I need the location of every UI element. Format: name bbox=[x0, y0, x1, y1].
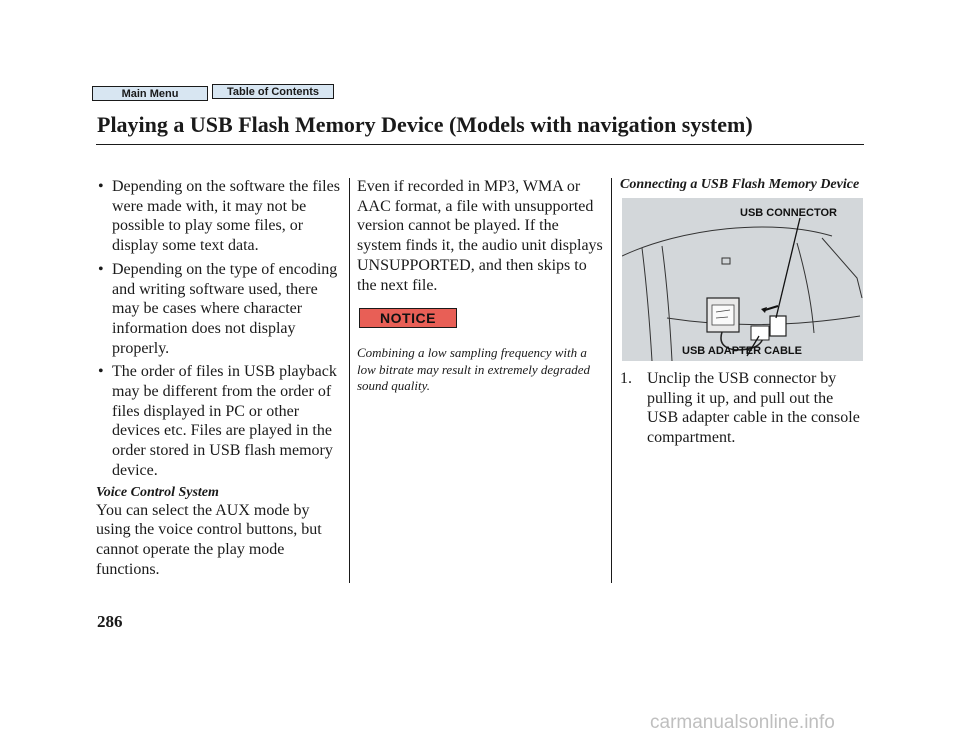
middle-column bbox=[357, 177, 607, 395]
right-column bbox=[620, 177, 865, 448]
watermark: carmanualsonline.info bbox=[650, 712, 835, 733]
table-of-contents-button[interactable]: Table of Contents bbox=[212, 84, 334, 99]
step-number: 1. bbox=[620, 370, 632, 387]
column-divider-right bbox=[611, 178, 612, 583]
page-title: Playing a USB Flash Memory Device (Models with navigation system) bbox=[97, 112, 753, 137]
unsupported-format-text: Even if recorded in MP3, WMA or AAC format, a file with unsupported version cannot be played. If the system finds it, the audio unit displays UNSUPPORTED, and then skips to the next file. bbox=[357, 178, 603, 294]
usb-connector-label: USB CONNECTOR bbox=[740, 207, 837, 219]
step-text: Unclip the USB connector by pulling it up, and pull out the USB adapter cable in the console compartment. bbox=[647, 370, 860, 447]
bullet-item: • The order of files in USB playback may be different from the order of files displayed in PC or other devices etc. Files are played in the order stored in USB flash memory device. bbox=[96, 362, 346, 480]
main-menu-button[interactable]: Main Menu bbox=[92, 86, 208, 101]
notice-text: Combining a low sampling frequency with a low bitrate may result in extremely degraded sound quality. bbox=[357, 345, 590, 394]
usb-connector-shape bbox=[707, 298, 739, 332]
step-item bbox=[620, 369, 865, 448]
usb-connector-illustration bbox=[622, 198, 863, 361]
usb-adapter-cable-label: USB ADAPTER CABLE bbox=[682, 345, 802, 357]
bullet-item: • Depending on the software the files were made with, it may not be possible to play some files, or display some text data. bbox=[96, 177, 346, 256]
connecting-usb-heading: Connecting a USB Flash Memory Device bbox=[620, 177, 860, 192]
voice-control-text: You can select the AUX mode by using the voice control buttons, but cannot operate the play mode functions. bbox=[96, 501, 322, 578]
title-divider bbox=[96, 144, 864, 145]
usb-adapter-plug bbox=[751, 316, 786, 340]
left-column bbox=[96, 177, 346, 579]
column-divider-left bbox=[349, 178, 350, 583]
page-number: 286 bbox=[97, 612, 123, 631]
notice-badge: NOTICE bbox=[359, 308, 457, 328]
bullet-item: • Depending on the type of encoding and writing software used, there may be cases where character information does not display properly. bbox=[96, 260, 346, 359]
voice-control-heading: Voice Control System bbox=[96, 484, 219, 500]
